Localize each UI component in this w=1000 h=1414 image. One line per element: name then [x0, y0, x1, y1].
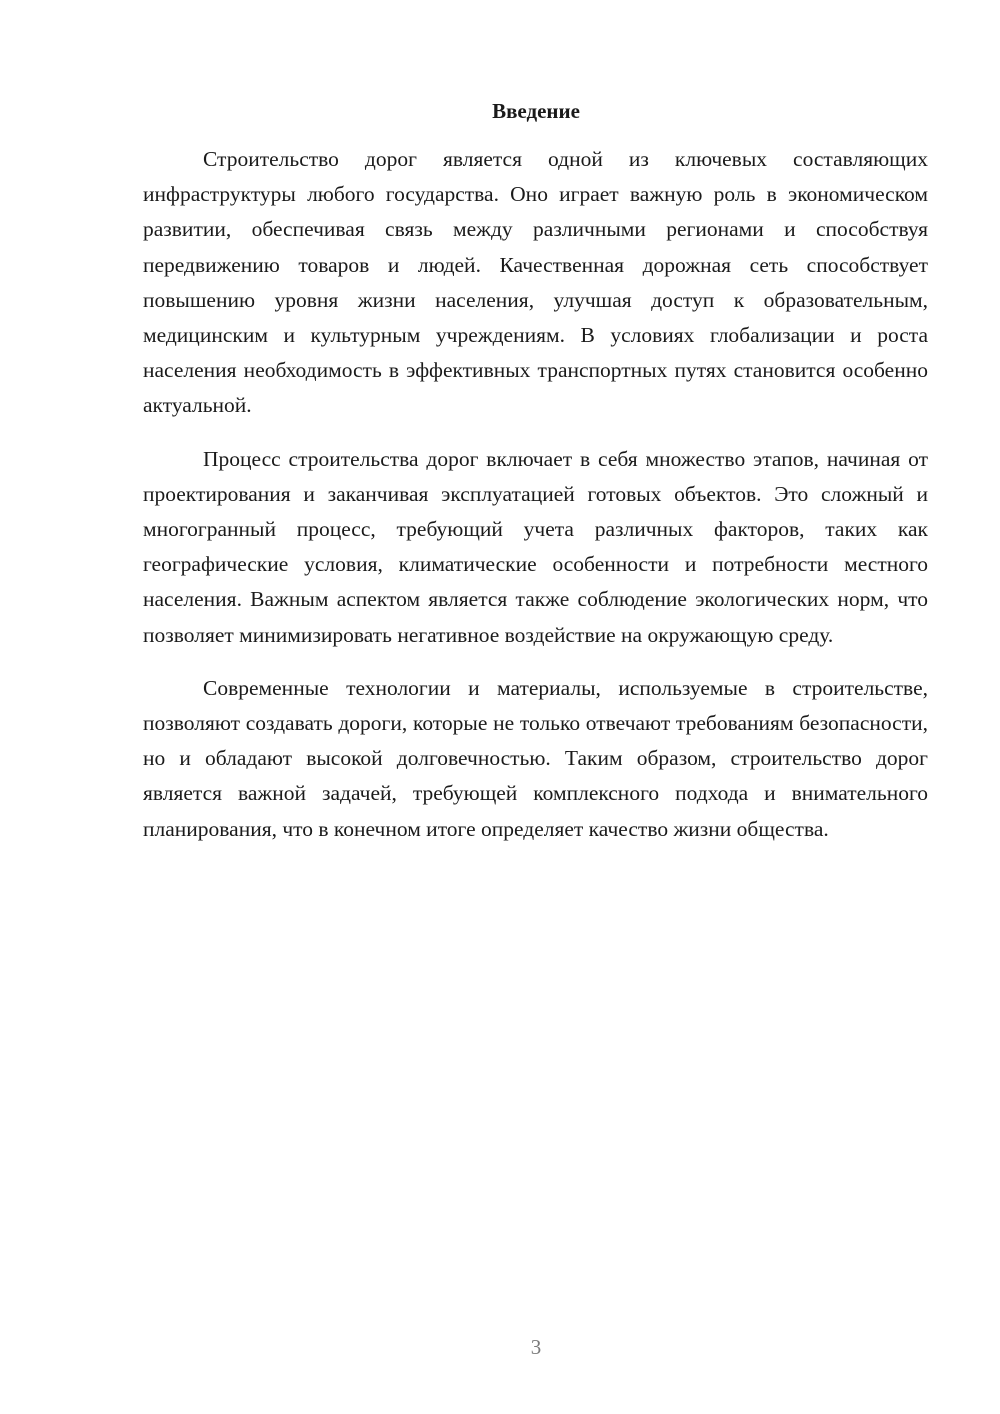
- section-title: Введение: [492, 99, 580, 123]
- paragraph-2: Процесс строительства дорог включает в себя множество этапов, начиная от проектирования и заканчивая эксплуатацией готовых объектов. Это сложный и многогранный процесс, требующий учета различных факторов, таких как географические условия, климатические особенности и потребности местного населения. Важным аспектом является также соблюдение экологических норм, что позволяет минимизировать негативное воздействие на окружающую среду.: [143, 446, 928, 647]
- body-text: [143, 142, 928, 847]
- paragraph-1: Строительство дорог является одной из ключевых составляющих инфраструктуры любого государства. Оно играет важную роль в экономическом развитии, обеспечивая связь между различными регионами и способствуя передвижению товаров и людей. Качественная дорожная сеть способствует повышению уровня жизни населения, улучшая доступ к образовательным, медицинским и культурным учреждениям. В условиях глобализации и роста населения необходимость в эффективных транспортных путях становится особенно актуальной.: [143, 147, 928, 418]
- paragraph-3: Современные технологии и материалы, используемые в строительстве, позволяют создавать дороги, которые не только отвечают требованиям безопасности, но и обладают высокой долговечностью. Таким образом, строительство дорог является важной задачей, требующей комплексного подхода и внимательного планирования, что в конечном итоге определяет качество жизни общества.: [143, 675, 928, 841]
- page-number: 3: [530, 1335, 542, 1359]
